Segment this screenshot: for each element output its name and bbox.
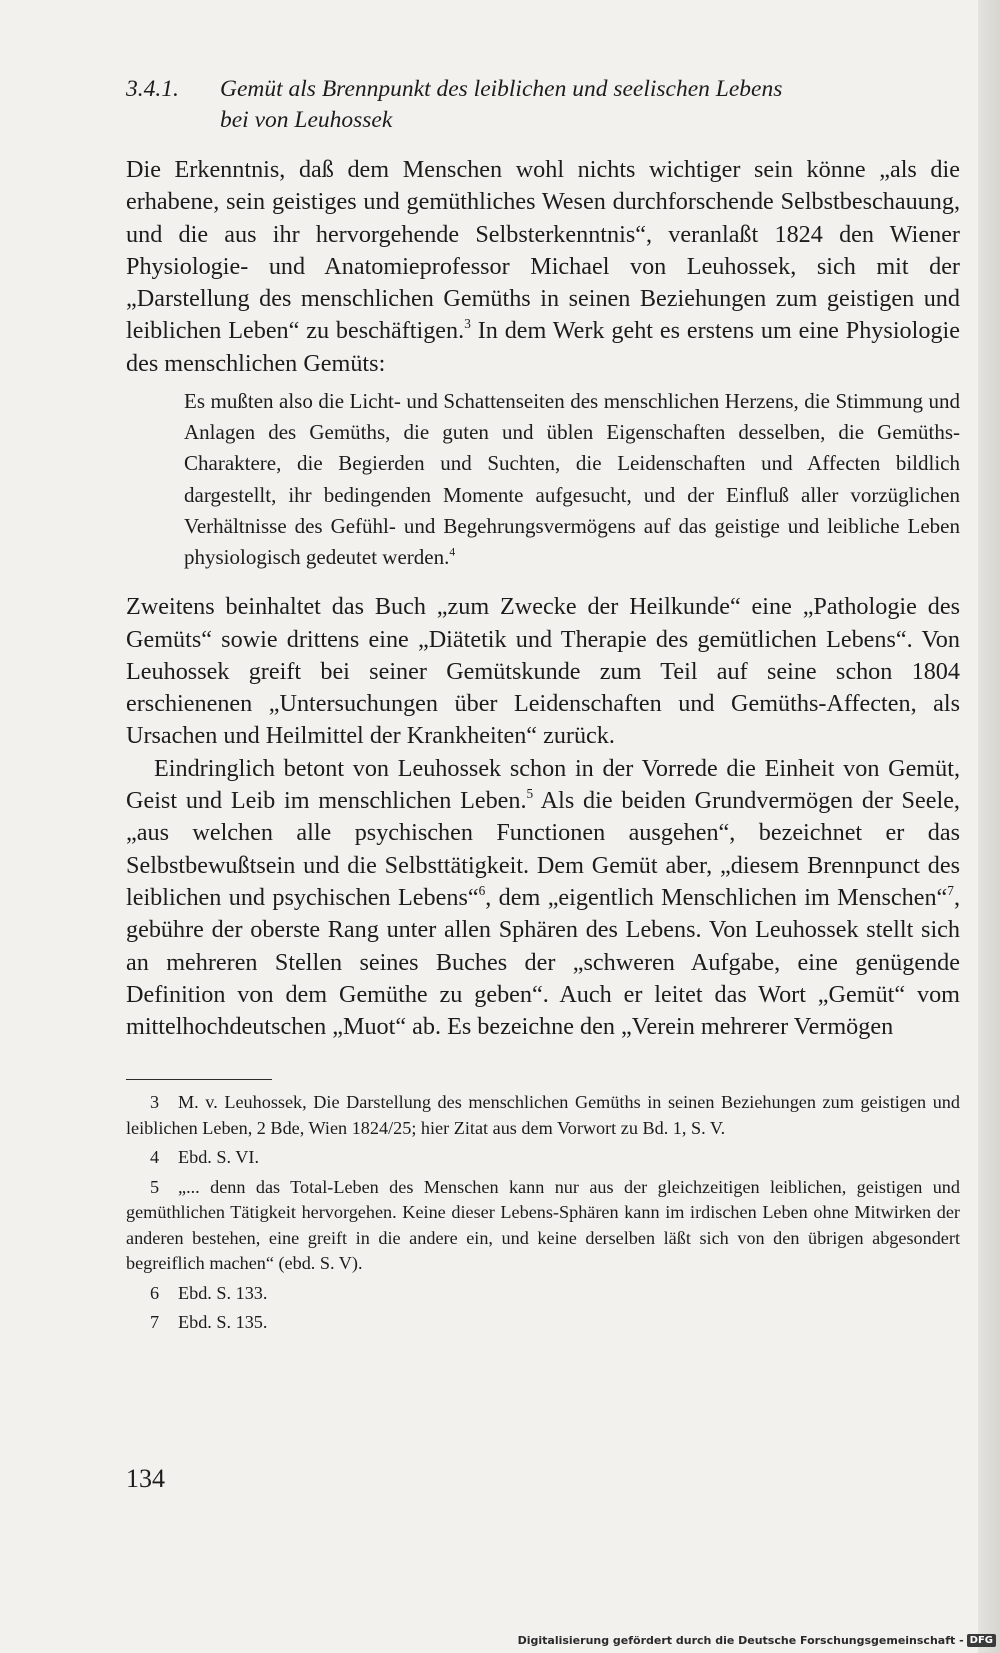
paragraph-3 <box>126 753 960 1044</box>
footnote-ref-3: 3 <box>464 316 471 332</box>
paragraph-3-part2: Als die beiden Grundvermögen der Seele, „aus welchen alle psychischen Functionen ausgehen“, bezeichnet er das Selbstbewußtsein und die Selbsttätigkeit. Dem Gemüt aber, „diesem Brennpunct des leiblichen und psychischen Lebens“ <box>126 787 960 911</box>
digitization-credit <box>518 1634 996 1647</box>
footnote-ref-5: 5 <box>526 786 534 802</box>
footnote-4 <box>126 1145 960 1171</box>
paragraph-3-part4: , gebühre der oberste Rang unter allen Sphären des Lebens. Von Leuhossek stellt sich an mehreren Stellen seines Buches der „schweren Aufgabe, eine genügende Definition von dem Gemüthe zu geben“. Auch er leitet das Wort „Gemüt“ vom mittelhochdeutschen „Muot“ ab. Es bezeichne den „Verein mehrerer Vermögen <box>126 883 960 1041</box>
page-content <box>126 74 960 1340</box>
footnote-ref-6: 6 <box>478 883 486 898</box>
footnote-text: Ebd. S. VI. <box>178 1147 260 1168</box>
block-quote-text: Es mußten also die Licht- und Schattenseiten des menschlichen Herzens, die Stimmung und Anlagen des Gemüths, die guten und üblen Eigenschaften desselben, die Gemüths- Charaktere, die Begierden und Suchten, die Leidenschaften und Affecten bildlich dargestellt, ihr bedingenden Momente aufgesucht, und der Einfluß aller vorzüglichen Verhältnisse des Gefühl- und Begehrungsvermögens auf das geistige und leibliche Leben physiologisch gedeutet werden. <box>184 389 960 570</box>
paragraph-1 <box>126 154 960 380</box>
page-edge <box>978 0 1000 1653</box>
footnote-text: M. v. Leuhossek, Die Darstellung des menschlichen Gemüths in seinen Beziehungen zum geistigen und leiblichen Leben, 2 Bde, Wien 1824/25; hier Zitat aus dem Vorwort zu Bd. 1, S. V. <box>126 1092 960 1138</box>
section-title-line2: bei von Leuhossek <box>220 107 393 133</box>
footnote-number: 7 <box>150 1312 160 1333</box>
footnote-ref-7: 7 <box>947 883 954 898</box>
footnote-separator <box>126 1079 272 1080</box>
footnote-number: 5 <box>150 1176 160 1197</box>
section-title <box>220 74 960 136</box>
footnote-ref-4: 4 <box>449 546 456 559</box>
footnote-7 <box>126 1310 960 1336</box>
paragraph-2: Zweitens beinhaltet das Buch „zum Zwecke der Heilkunde“ eine „Pathologie des Gemüts“ sowie drittens eine „Diätetik und Therapie des gemütlichen Lebens“. Von Leuhossek greift bei seiner Gemütskunde zum Teil auf seine schon 1804 erschienenen „Untersuchungen über Leidenschaften und Gemüths-Affecten, als Ursachen und Heilmittel der Krankheiten“ zurück. <box>126 593 960 750</box>
paragraph-3-part1: Eindringlich betont von Leuhossek schon in der Vorrede die Einheit von Gemüt, Geist und Leib im menschlichen Leben. <box>126 754 960 815</box>
footnote-number: 4 <box>150 1147 160 1168</box>
digitization-credit-text: Digitalisierung gefördert durch die Deutsche Forschungsgemeinschaft - <box>517 1634 964 1647</box>
footnotes <box>126 1090 960 1336</box>
section-number: 3.4.1. <box>126 76 179 102</box>
page-number: 134 <box>126 1464 165 1493</box>
footnote-6 <box>126 1281 960 1307</box>
footnote-number: 6 <box>150 1282 160 1303</box>
section-title-line1: Gemüt als Brennpunkt des leiblichen und seelischen Lebens <box>220 76 783 102</box>
paragraph-3-part3: , dem „eigentlich Menschlichen im Menschen“ <box>485 883 948 911</box>
section-heading <box>126 74 960 136</box>
dfg-logo: DFG <box>967 1634 996 1647</box>
footnote-text: „... denn das Total-Leben des Menschen kann nur aus der gleichzeitigen leiblichen, geistigen und gemüthlichen Tätigkeit hervorgehen. Keine dieser Lebens-Sphären kann im irdischen Leben ohne Mitwirken der anderen bestehen, eine greift in die andere ein, und keine derselben läßt sich von den übrigen abgesondert begreiflich machen“ (ebd. S. V). <box>126 1176 960 1274</box>
footnote-5 <box>126 1175 960 1277</box>
footnote-3 <box>126 1090 960 1141</box>
paragraph-1-text-after: In dem Werk geht es erstens um eine Physiologie des menschlichen Gemüts: <box>126 317 960 377</box>
footnote-text: Ebd. S. 133. <box>178 1282 268 1303</box>
footnote-number: 3 <box>150 1092 160 1113</box>
footnote-text: Ebd. S. 135. <box>178 1312 268 1333</box>
paragraph-1-text: Die Erkenntnis, daß dem Menschen wohl nichts wichtiger sein könne „als die erhabene, sein geistiges und gemüthliches Wesen durchforschende Selbstbeschauung, und die aus ihr hervorgehende Selbsterkenntnis“, veranlaßt 1824 den Wiener Physiologie- und Anatomieprofessor Michael von Leuhossek, sich mit der „Darstellung des menschlichen Gemüths in seinen Beziehungen zum geistigen und leiblichen Leben“ zu beschäftigen. <box>126 156 960 345</box>
block-quote <box>184 386 960 573</box>
